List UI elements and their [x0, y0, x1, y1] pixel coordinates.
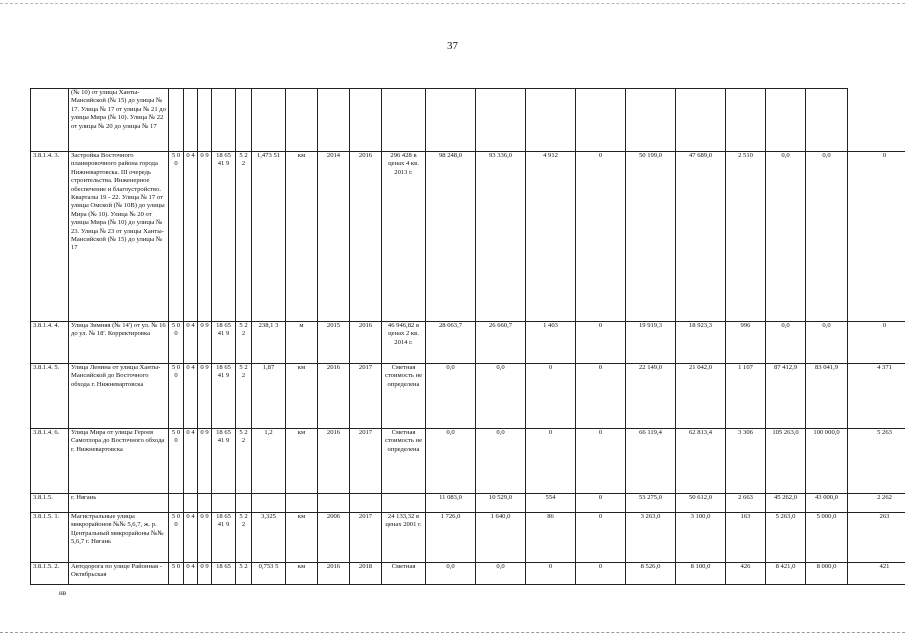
table-cell	[236, 89, 252, 152]
table-cell: Автодорога по улице Районная - Октябрьская	[69, 563, 169, 585]
table-cell: 98 248,0	[426, 152, 476, 322]
table-cell: 0 9	[198, 364, 212, 429]
table-cell: 996	[726, 322, 766, 364]
table-cell: 0 4	[184, 429, 198, 494]
table-cell: 19 919,3	[626, 322, 676, 364]
table-cell: 18 65 41 9	[212, 429, 236, 494]
table-cell: 0	[576, 513, 626, 563]
table-cell: (№ 10) от улицы Ханты-Мансийской (№ 15) до улицы № 17. Улица № 17 от улицы № 21 до улицы Мира (№ 10). Улица № 22 от улицы № 20 до улицы № 17	[69, 89, 169, 152]
table-row	[31, 494, 905, 513]
table-cell: км	[286, 429, 318, 494]
table-cell: 0 9	[198, 152, 212, 322]
table-cell: 0 9	[198, 513, 212, 563]
table-row	[31, 513, 905, 563]
table-cell: 3.8.1.5. 2.	[31, 563, 69, 585]
table-cell: 45 262,0	[766, 494, 806, 513]
table-cell: 238,1 3	[252, 322, 286, 364]
table-cell	[318, 494, 350, 513]
table-cell: Улица Зимняя (№ 14') от ул. № 16 до ул. № 18'. Корректировка	[69, 322, 169, 364]
table-cell: 2 510	[726, 152, 766, 322]
table-cell	[382, 494, 426, 513]
table-cell: 0 9	[198, 322, 212, 364]
table-cell	[212, 89, 236, 152]
table-cell: 2017	[350, 429, 382, 494]
table-cell	[806, 89, 848, 152]
table-cell: 0	[526, 563, 576, 585]
table-cell: 1 726,0	[426, 513, 476, 563]
table-cell: 1 107	[726, 364, 766, 429]
table-cell: 8 526,0	[626, 563, 676, 585]
table-cell: 0 4	[184, 152, 198, 322]
table-cell: 5 0	[169, 563, 184, 585]
table-cell: 83 041,9	[806, 364, 848, 429]
table-cell: 0	[576, 322, 626, 364]
table-cell: 18 65 41 9	[212, 364, 236, 429]
table-cell: 0,0	[766, 152, 806, 322]
table-cell: 2 663	[726, 494, 766, 513]
table-cell	[169, 494, 184, 513]
table-cell: 4 371	[848, 364, 905, 429]
table-cell: 1,2	[252, 429, 286, 494]
table-cell: 421	[848, 563, 905, 585]
table-cell: 5 263	[848, 429, 905, 494]
table-cell: 3.8.1.4. 5.	[31, 364, 69, 429]
table-cell: 87 412,9	[766, 364, 806, 429]
table-row	[31, 89, 905, 152]
table-cell: 0,0	[766, 322, 806, 364]
table-cell	[350, 494, 382, 513]
table-cell: 0,753 5	[252, 563, 286, 585]
table-cell: 3 263,0	[626, 513, 676, 563]
table-cell: 5 2 2	[236, 429, 252, 494]
table-cell: 2016	[350, 152, 382, 322]
table-cell	[184, 494, 198, 513]
table-cell: 4 912	[526, 152, 576, 322]
table-cell: 0	[576, 563, 626, 585]
table-cell: 0,0	[806, 152, 848, 322]
table-cell: 8 100,0	[676, 563, 726, 585]
table-cell: 46 946,82 в ценах 2 кв. 2014 г.	[382, 322, 426, 364]
table-cell	[382, 89, 426, 152]
table-cell: Сметная стоимость не определена	[382, 429, 426, 494]
table-cell: 0,0	[806, 322, 848, 364]
table-cell: 66 119,4	[626, 429, 676, 494]
table-cell: 0	[576, 152, 626, 322]
table-cell: 5 000,0	[806, 513, 848, 563]
table-cell: Застройка Восточного планировочного района города Нижневартовска. III очередь строительства. Инженерное обеспечение и благоустройство. Кварталы 19 - 22. Улица № 17 от улицы Омской (№ 10В) до улицы Мира (№ 10). Улица № 20 от улицы Мира (№ 10) до улицы № 23. Улица № 23 от улицы Ханты-Мансийской (№ 15) до улицы № 17	[69, 152, 169, 322]
table-cell: 18 65	[212, 563, 236, 585]
table-cell: 5 2 2	[236, 513, 252, 563]
table-cell: 28 063,7	[426, 322, 476, 364]
table-cell	[169, 89, 184, 152]
table-cell: 21 042,0	[676, 364, 726, 429]
table-cell: 0	[526, 429, 576, 494]
table-cell: 47 689,0	[676, 152, 726, 322]
table-cell: 263	[848, 513, 905, 563]
table-cell: 5 2 2	[236, 322, 252, 364]
table-cell	[526, 89, 576, 152]
table-cell: Сметная стоимость не определена	[382, 364, 426, 429]
table-cell: 53 275,0	[626, 494, 676, 513]
table-cell	[184, 89, 198, 152]
table-cell: 3.8.1.4. 4.	[31, 322, 69, 364]
table-cell: 2017	[350, 364, 382, 429]
table-cell: 18 65 41 9	[212, 152, 236, 322]
table-cell: 50 199,0	[626, 152, 676, 322]
table-cell: 8 421,0	[766, 563, 806, 585]
table-cell: 554	[526, 494, 576, 513]
table-cell: Улица Ленина от улицы Ханты-Мансийской до Восточного обхода г. Нижневартовска	[69, 364, 169, 429]
table-cell: м	[286, 322, 318, 364]
table-cell: 105 263,0	[766, 429, 806, 494]
table-cell: 86	[526, 513, 576, 563]
table-cell	[212, 494, 236, 513]
table-cell: 24 133,32 в ценах 2001 г.	[382, 513, 426, 563]
table-cell: 1 403	[526, 322, 576, 364]
table-row	[31, 429, 905, 494]
table-row	[31, 152, 905, 322]
table-cell: г. Нягань	[69, 494, 169, 513]
table-cell: 18 65 41 9	[212, 513, 236, 563]
table-cell: 0,0	[426, 429, 476, 494]
table-cell: 0	[526, 364, 576, 429]
table-cell	[198, 89, 212, 152]
table-cell: 0 9	[198, 429, 212, 494]
table-cell: 0 4	[184, 364, 198, 429]
table-cell: 5 2 2	[236, 152, 252, 322]
table-cell: 11 083,0	[426, 494, 476, 513]
table-cell	[626, 89, 676, 152]
table-cell: 3.8.1.4. 6.	[31, 429, 69, 494]
table-cell: 296 428 в ценах 4 кв. 2013 г.	[382, 152, 426, 322]
table-cell: 18 65 41 9	[212, 322, 236, 364]
table-cell: 8 000,0	[806, 563, 848, 585]
table-cell: 50 612,0	[676, 494, 726, 513]
table-cell: 2016	[318, 364, 350, 429]
table-cell: 5 0 0	[169, 364, 184, 429]
table-cell: 43 000,0	[806, 494, 848, 513]
page-number: 37	[447, 40, 458, 52]
table-cell: 0	[576, 494, 626, 513]
footer-note: нв	[59, 589, 67, 597]
scan-edge-bottom	[0, 632, 905, 633]
table-cell: 0	[848, 152, 905, 322]
table-cell: 2016	[318, 429, 350, 494]
table-cell: 5 0 0	[169, 322, 184, 364]
table-cell: 0	[848, 322, 905, 364]
table-cell: 0,0	[476, 563, 526, 585]
table-cell	[350, 89, 382, 152]
table-cell	[576, 89, 626, 152]
table-cell	[286, 89, 318, 152]
table-cell	[726, 89, 766, 152]
table-cell: 0 4	[184, 513, 198, 563]
budget-table	[30, 88, 905, 585]
table-cell	[198, 494, 212, 513]
table-cell: 1,87	[252, 364, 286, 429]
table-cell: 2016	[350, 322, 382, 364]
table-cell: 10 529,0	[476, 494, 526, 513]
table-cell: 3,325	[252, 513, 286, 563]
table-cell	[676, 89, 726, 152]
table-cell: 2017	[350, 513, 382, 563]
table-cell: 93 336,0	[476, 152, 526, 322]
table-cell: 2014	[318, 152, 350, 322]
table-cell: 2016	[318, 563, 350, 585]
table-cell: 1,473 51	[252, 152, 286, 322]
table-cell: 100 000,0	[806, 429, 848, 494]
table-cell	[252, 89, 286, 152]
table-cell: 62 813,4	[676, 429, 726, 494]
table-cell: км	[286, 563, 318, 585]
table-cell	[426, 89, 476, 152]
table-cell	[252, 494, 286, 513]
table-row	[31, 322, 905, 364]
table-cell	[318, 89, 350, 152]
table-cell: 0 9	[198, 563, 212, 585]
table-cell: 18 923,3	[676, 322, 726, 364]
table-cell: 2015	[318, 322, 350, 364]
table-row	[31, 364, 905, 429]
table-row	[31, 563, 905, 585]
table-cell: 3 306	[726, 429, 766, 494]
table-cell: 0	[576, 429, 626, 494]
table-cell: 0,0	[426, 364, 476, 429]
table-cell: 3.8.1.4. 3.	[31, 152, 69, 322]
table-cell: 0 4	[184, 322, 198, 364]
table-cell	[766, 89, 806, 152]
table-cell: Улица Мира от улицы Героев Самотлора до Восточного обхода г. Нижневартовска	[69, 429, 169, 494]
table-cell: 2006	[318, 513, 350, 563]
table-cell: 3.8.1.5.	[31, 494, 69, 513]
table-cell: Магистральные улицы микрорайонов №№ 5,6,7, ж. р. Центральный микрорайоны №№ 5,6,7 г. Нягань	[69, 513, 169, 563]
table-cell: 5 2	[236, 563, 252, 585]
table-cell: 3 100,0	[676, 513, 726, 563]
table-cell: 5 263,0	[766, 513, 806, 563]
table-cell	[476, 89, 526, 152]
table-cell: 163	[726, 513, 766, 563]
table-cell: км	[286, 364, 318, 429]
table-cell: 2018	[350, 563, 382, 585]
table-cell: 5 0 0	[169, 429, 184, 494]
table-cell: 5 2 2	[236, 364, 252, 429]
table-cell	[286, 494, 318, 513]
table-cell: 0	[576, 364, 626, 429]
table-cell: 0,0	[476, 364, 526, 429]
table-cell: 2 262	[848, 494, 905, 513]
table-cell: 26 660,7	[476, 322, 526, 364]
table-cell: км	[286, 152, 318, 322]
table-cell: 0,0	[476, 429, 526, 494]
table-cell: 5 0 0	[169, 152, 184, 322]
table-cell: 0,0	[426, 563, 476, 585]
table-cell: 22 149,0	[626, 364, 676, 429]
table-cell: 426	[726, 563, 766, 585]
table-cell: км	[286, 513, 318, 563]
table-cell: 5 0 0	[169, 513, 184, 563]
table-cell	[31, 89, 69, 152]
table-cell: 0 4	[184, 563, 198, 585]
table-cell: Сметная	[382, 563, 426, 585]
table-cell	[236, 494, 252, 513]
table-cell: 3.8.1.5. 1.	[31, 513, 69, 563]
table-cell: 1 640,0	[476, 513, 526, 563]
scan-edge-top	[0, 3, 905, 4]
